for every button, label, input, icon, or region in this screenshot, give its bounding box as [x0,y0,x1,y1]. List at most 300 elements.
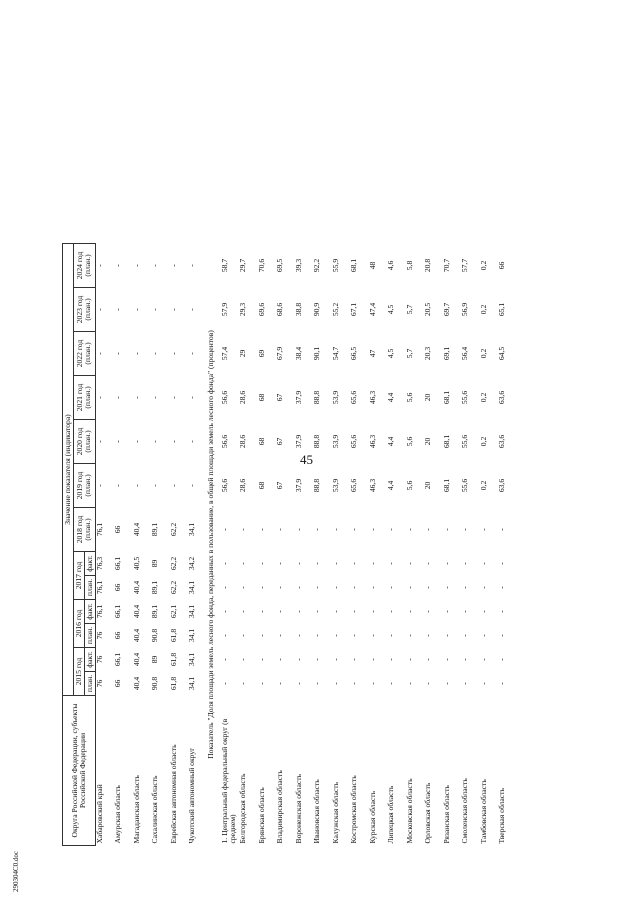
section-title: Показатель "Доля площади земель лесного фонда, переданных в пользование, в общей площади земель лесного фонда" (процентов) [205,330,215,759]
value-cell: - [219,658,229,661]
value-cell: 56,9 [460,302,470,317]
table-row [369,244,388,846]
value-cell: 66 [113,679,123,688]
value-cell: - [94,440,104,443]
value-cell: - [219,528,229,531]
value-cell: - [168,396,178,399]
value-cell: - [275,528,285,531]
value-cell: 89,1 [150,522,160,537]
value-cell: 70,6 [256,258,266,273]
value-cell: - [168,264,178,267]
value-cell: - [187,352,197,355]
value-cell: - [312,634,322,637]
table-row [443,244,462,846]
value-cell: - [367,586,377,589]
value-cell: - [256,586,266,589]
value-cell: - [150,352,160,355]
value-cell: - [367,634,377,637]
value-cell: - [330,658,340,661]
value-cell: - [386,610,396,613]
value-cell: - [367,658,377,661]
header-indicator-value: Значение показателя (индикатора) [63,244,74,696]
value-cell: - [404,562,414,565]
value-cell: 66,5 [349,346,359,361]
value-cell: 4,5 [386,348,396,359]
value-cell: 4,5 [386,304,396,315]
value-cell: 54,7 [330,346,340,361]
value-cell: 0,2 [478,304,488,315]
value-cell: 20,5 [423,302,433,317]
value-cell: 88,8 [312,390,322,405]
value-cell: 89 [150,559,160,568]
value-cell: - [349,634,359,637]
value-cell: - [404,586,414,589]
value-cell: 38,4 [293,346,303,361]
region-name: Тверская область [497,788,507,844]
value-cell: 66 [113,583,123,592]
value-cell: 57,7 [460,258,470,273]
value-cell: - [460,658,470,661]
value-cell: 68,1 [441,390,451,405]
value-cell: - [330,682,340,685]
value-cell: 69,6 [256,302,266,317]
value-cell: - [404,634,414,637]
indicator-table [62,243,517,846]
value-cell: 56,6 [219,390,229,405]
value-cell: - [187,396,197,399]
value-cell: - [460,634,470,637]
value-cell: - [187,308,197,311]
region-name: Смоленская область [460,778,470,844]
value-cell: - [293,586,303,589]
value-cell: 66 [113,525,123,534]
table-row [406,244,425,846]
value-cell: 53,9 [330,434,340,449]
region-name: Воронежская область [293,774,303,844]
value-cell: 67,1 [349,302,359,317]
value-cell: - [168,308,178,311]
value-cell: - [460,528,470,531]
value-cell: - [113,484,123,487]
region-name: Московская область [404,778,414,844]
region-name: Чукотский автономный округ [187,747,197,844]
value-cell: - [219,634,229,637]
value-cell: 34,1 [187,676,197,691]
value-cell: - [293,634,303,637]
value-cell: 40,4 [131,580,141,595]
table-row [480,244,499,846]
value-cell: 76,3 [94,556,104,571]
rotated-table-container [62,26,622,846]
value-cell: - [330,562,340,565]
value-cell: 0,2 [478,348,488,359]
value-cell: 53,9 [330,478,340,493]
value-cell: - [423,658,433,661]
value-cell: - [113,308,123,311]
value-cell: 69,5 [275,258,285,273]
value-cell: - [131,308,141,311]
value-cell: 67,9 [275,346,285,361]
value-cell: 28,6 [238,478,248,493]
value-cell: - [423,562,433,565]
value-cell: - [478,586,488,589]
value-cell: 61,8 [168,652,178,667]
value-cell: 40,4 [131,652,141,667]
value-cell: - [238,682,248,685]
value-cell: 66 [497,261,507,270]
section-row [207,244,221,846]
value-cell: - [312,528,322,531]
value-cell: 64,5 [497,346,507,361]
value-cell: - [113,352,123,355]
table-row [188,244,207,846]
value-cell: - [113,264,123,267]
value-cell: - [293,528,303,531]
value-cell: - [312,658,322,661]
value-cell: 66,1 [113,604,123,619]
value-cell: - [150,396,160,399]
value-cell: - [312,610,322,613]
value-cell: 62,1 [168,604,178,619]
value-cell: - [441,586,451,589]
value-cell: 66,1 [113,556,123,571]
value-cell: 62,2 [168,580,178,595]
value-cell: 68 [256,437,266,446]
region-name: Амурская область [113,785,123,844]
header-sub: факт. [84,600,95,624]
value-cell: - [330,586,340,589]
value-cell: - [349,586,359,589]
value-cell: 67 [275,437,285,446]
value-cell: - [478,634,488,637]
value-cell: 69,7 [441,302,451,317]
region-name: 1. Центральный федеральный округ (в среднем) [219,718,237,844]
value-cell: 46,3 [367,434,377,449]
value-cell: - [349,562,359,565]
header-sub: план. [84,624,95,648]
value-cell: 40,4 [131,604,141,619]
value-cell: 57,9 [219,302,229,317]
value-cell: 55,6 [460,390,470,405]
value-cell: 89,1 [150,604,160,619]
value-cell: - [386,528,396,531]
value-cell: 70,7 [441,258,451,273]
value-cell: 20 [423,481,433,490]
value-cell: - [256,562,266,565]
value-cell: 29,3 [238,302,248,317]
value-cell: - [367,562,377,565]
value-cell: 4,4 [386,436,396,447]
value-cell: 5,6 [404,392,414,403]
header-plan-year: 2023 год (план.) [73,288,95,332]
value-cell: - [94,352,104,355]
value-cell: - [187,484,197,487]
value-cell: 68 [256,481,266,490]
header-plan-year: 2024 год (план.) [73,244,95,288]
value-cell: 76,1 [94,604,104,619]
region-name: Костромская область [349,775,359,844]
header-sub: факт. [84,552,95,576]
value-cell: 92,2 [312,258,322,273]
value-cell: 76 [94,655,104,664]
value-cell: - [312,682,322,685]
header-sub: факт. [84,648,95,672]
value-cell: - [441,634,451,637]
value-cell: - [150,484,160,487]
value-cell: - [219,610,229,613]
value-cell: - [293,610,303,613]
table-row [387,244,406,846]
value-cell: - [168,484,178,487]
value-cell: - [238,586,248,589]
value-cell: - [367,610,377,613]
value-cell: 5,6 [404,480,414,491]
header-year: 2016 год [73,600,84,648]
value-cell: 28,6 [238,434,248,449]
value-cell: - [349,610,359,613]
header-plan-year: 2022 год (план.) [73,332,95,376]
value-cell: 90,9 [312,302,322,317]
region-name: Еврейская автономная область [168,744,178,844]
value-cell: 56,6 [219,434,229,449]
value-cell: - [168,440,178,443]
value-cell: - [94,264,104,267]
value-cell: 5,7 [404,304,414,315]
table-row [239,244,258,846]
value-cell: 4,4 [386,480,396,491]
value-cell: 89,1 [150,580,160,595]
value-cell: - [312,586,322,589]
value-cell: 62,2 [168,522,178,537]
table-row [114,244,133,846]
value-cell: 39,3 [293,258,303,273]
value-cell: 29,7 [238,258,248,273]
region-name: Ивановская область [312,779,322,844]
value-cell: 46,3 [367,390,377,405]
value-cell: 55,6 [460,434,470,449]
value-cell: - [441,528,451,531]
value-cell: 88,8 [312,478,322,493]
value-cell: - [497,562,507,565]
value-cell: 37,9 [293,390,303,405]
value-cell: - [330,634,340,637]
value-cell: 4,4 [386,392,396,403]
value-cell: 65,6 [349,478,359,493]
value-cell: - [386,658,396,661]
value-cell: - [497,586,507,589]
value-cell: 47,4 [367,302,377,317]
value-cell: 37,9 [293,478,303,493]
value-cell: - [423,586,433,589]
value-cell: - [150,440,160,443]
value-cell: 34,1 [187,580,197,595]
value-cell: - [94,396,104,399]
value-cell: - [238,658,248,661]
value-cell: - [349,528,359,531]
value-cell: - [219,586,229,589]
table-row [170,244,189,846]
value-cell: - [349,682,359,685]
value-cell: - [275,634,285,637]
value-cell: 56,4 [460,346,470,361]
value-cell: 20 [423,437,433,446]
value-cell: - [386,586,396,589]
table-row [332,244,351,846]
region-name: Сахалинская область [150,775,160,844]
table-row [313,244,332,846]
table-row [151,244,170,846]
value-cell: - [187,440,197,443]
value-cell: - [113,440,123,443]
value-cell: - [275,682,285,685]
value-cell: - [293,682,303,685]
value-cell: - [238,634,248,637]
table-row [258,244,277,846]
value-cell: 66,1 [113,652,123,667]
value-cell: 20,8 [423,258,433,273]
value-cell: - [275,562,285,565]
value-cell: 5,7 [404,348,414,359]
value-cell: - [441,682,451,685]
value-cell: - [460,610,470,613]
value-cell: - [441,658,451,661]
value-cell: 46,3 [367,478,377,493]
value-cell: - [460,682,470,685]
value-cell: - [293,562,303,565]
value-cell: - [131,352,141,355]
value-cell: - [256,682,266,685]
value-cell: 40,4 [131,628,141,643]
region-name: Магаданская область [131,775,141,844]
value-cell: 55,6 [460,478,470,493]
header-plan-year: 2019 год (план.) [73,464,95,508]
value-cell: 68,1 [441,478,451,493]
value-cell: - [478,610,488,613]
value-cell: 90,8 [150,628,160,643]
value-cell: - [312,562,322,565]
header-year: 2017 год [73,552,84,600]
region-name: Рязанская область [441,785,451,844]
value-cell: 65,6 [349,434,359,449]
region-name: Тамбовская область [478,779,488,844]
header-plan-year: 2020 год (план.) [73,420,95,464]
value-cell: 55,9 [330,258,340,273]
region-name: Липецкая область [386,785,396,844]
value-cell: - [131,396,141,399]
value-cell: - [497,610,507,613]
value-cell: 53,9 [330,390,340,405]
value-cell: 38,8 [293,302,303,317]
table-row [221,244,240,846]
value-cell: - [386,634,396,637]
value-cell: - [386,682,396,685]
value-cell: - [497,682,507,685]
value-cell: 76,1 [94,522,104,537]
value-cell: - [275,658,285,661]
value-cell: - [168,352,178,355]
value-cell: - [423,682,433,685]
value-cell: - [497,658,507,661]
value-cell: 57,4 [219,346,229,361]
value-cell: 76 [94,679,104,688]
value-cell: 65,1 [497,302,507,317]
value-cell: - [131,264,141,267]
value-cell: - [423,634,433,637]
header-region: Округа Российской Федерации, субъекты Российской Федерации [63,696,96,846]
table-body [95,244,517,846]
value-cell: 37,9 [293,434,303,449]
value-cell: - [238,528,248,531]
value-cell: 66 [113,631,123,640]
table-row [95,244,114,846]
value-cell: 34,1 [187,604,197,619]
value-cell: 29 [238,349,248,358]
value-cell: 90,1 [312,346,322,361]
region-name: Калужская область [330,782,340,844]
table-row [461,244,480,846]
value-cell: - [293,658,303,661]
value-cell: 34,1 [187,522,197,537]
value-cell: - [460,586,470,589]
value-cell: - [275,610,285,613]
value-cell: - [150,264,160,267]
value-cell: - [404,610,414,613]
value-cell: 0,2 [478,480,488,491]
value-cell: 61,8 [168,676,178,691]
header-year: 2015 год [73,648,84,696]
header-plan-year: 2021 год (план.) [73,376,95,420]
value-cell: - [497,528,507,531]
value-cell: - [404,658,414,661]
value-cell: 63,6 [497,434,507,449]
value-cell: 34,1 [187,652,197,667]
value-cell: - [386,562,396,565]
value-cell: 58,7 [219,258,229,273]
value-cell: 68,6 [275,302,285,317]
value-cell: 5,6 [404,436,414,447]
value-cell: 0,2 [478,260,488,271]
value-cell: - [131,484,141,487]
region-name: Белгородская область [238,773,248,844]
value-cell: - [478,528,488,531]
value-cell: 55,2 [330,302,340,317]
value-cell: 68,1 [349,258,359,273]
value-cell: - [238,562,248,565]
value-cell: 67 [275,393,285,402]
table-row [276,244,295,846]
value-cell: - [256,658,266,661]
value-cell: 28,6 [238,390,248,405]
region-name: Брянская область [256,787,266,844]
table-row [295,244,314,846]
value-cell: - [131,440,141,443]
value-cell: 89 [150,655,160,664]
value-cell: 65,6 [349,390,359,405]
value-cell: 40,4 [131,676,141,691]
value-cell: - [330,528,340,531]
value-cell: 67 [275,481,285,490]
value-cell: 63,6 [497,478,507,493]
value-cell: - [94,308,104,311]
value-cell: 69,1 [441,346,451,361]
value-cell: - [187,264,197,267]
value-cell: - [349,658,359,661]
header-plan-year: 2018 год (план.) [73,508,95,552]
value-cell: - [219,562,229,565]
value-cell: 76,1 [94,580,104,595]
value-cell: - [367,682,377,685]
value-cell: 20 [423,393,433,402]
